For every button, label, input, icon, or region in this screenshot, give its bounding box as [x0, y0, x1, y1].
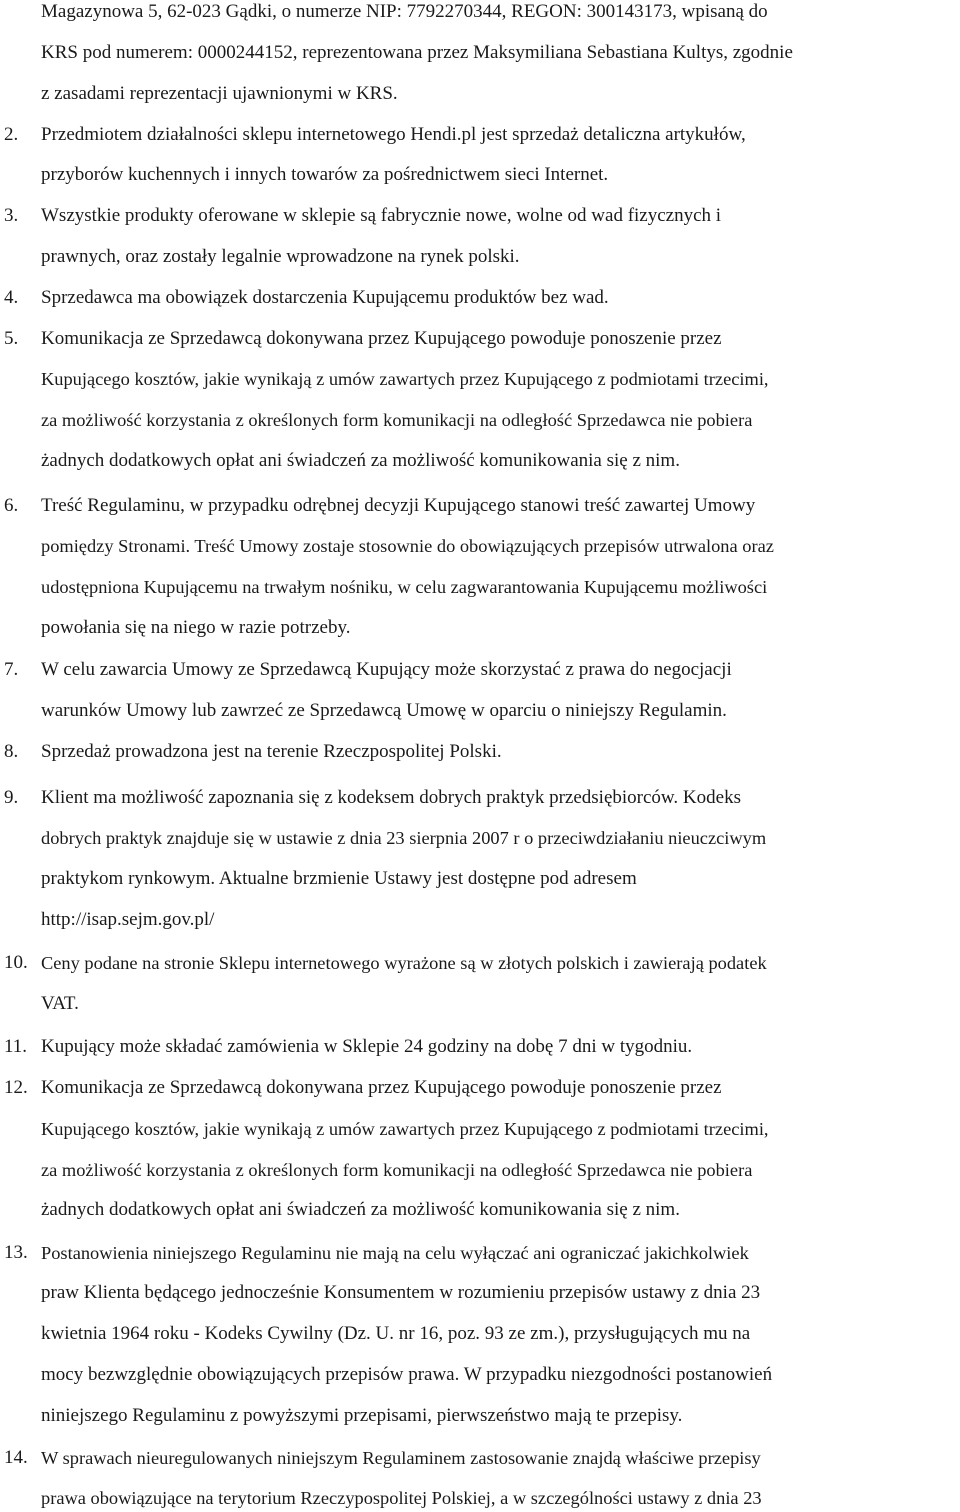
text-line: prawnych, oraz zostały legalnie wprowadzone na rynek polski. — [41, 245, 520, 267]
text-line: prawa obowiązujące na terytorium Rzeczypospolitej Polskiej, a w szczególności ustawy z dnia 23 — [41, 1488, 762, 1509]
text-line: pomiędzy Stronami. Treść Umowy zostaje stosownie do obowiązujących przepisów utrwalona oraz — [41, 536, 774, 557]
list-item-number: 3. — [4, 205, 19, 227]
list-item-number: 14. — [4, 1446, 28, 1468]
list-item-number: 5. — [4, 327, 19, 349]
list-item-number: 9. — [4, 786, 19, 808]
list-item-number: 13. — [4, 1241, 28, 1263]
text-line: Komunikacja ze Sprzedawcą dokonywana przez Kupującego powoduje ponoszenie przez — [41, 327, 722, 349]
text-line: Przedmiotem działalności sklepu internetowego Hendi.pl jest sprzedaż detaliczna artykułów, — [41, 123, 746, 145]
text-line: niniejszego Regulaminu z powyższymi przepisami, pierwszeństwo mają te przepisy. — [41, 1404, 683, 1426]
text-line: żadnych dodatkowych opłat ani świadczeń za możliwość komunikowania się z nim. — [41, 449, 680, 471]
text-line: Wszystkie produkty oferowane w sklepie są fabrycznie nowe, wolne od wad fizycznych i — [41, 205, 722, 227]
text-line: Treść Regulaminu, w przypadku odrębnej decyzji Kupującego stanowi treść zawartej Umowy — [41, 494, 756, 516]
text-line: Sprzedaż prowadzona jest na terenie Rzeczpospolitej Polski. — [41, 740, 502, 762]
text-line: praktykom rynkowym. Aktualne brzmienie Ustawy jest dostępne pod adresem — [41, 868, 637, 890]
list-item-number: 2. — [4, 123, 19, 145]
list-item-number: 4. — [4, 286, 19, 308]
text-line: warunków Umowy lub zawrzeć ze Sprzedawcą Umowę w oparciu o niniejszy Regulamin. — [41, 699, 727, 721]
text-line: praw Klienta będącego jednocześnie Konsumentem w rozumieniu przepisów ustawy z dnia 23 — [41, 1282, 761, 1304]
text-line: Kupującego kosztów, jakie wynikają z umów zawartych przez Kupującego z podmiotami trzecimi, — [41, 1118, 769, 1139]
list-item-number: 12. — [4, 1077, 28, 1098]
text-line: z zasadami reprezentacji ujawnionymi w KRS. — [41, 82, 398, 104]
list-item-number: 6. — [4, 494, 19, 516]
text-line: Klient ma możliwość zapoznania się z kodeksem dobrych praktyk przedsiębiorców. Kodeks — [41, 786, 741, 808]
text-line: powołania się na niego w razie potrzeby. — [41, 616, 351, 638]
text-line: kwietnia 1964 roku - Kodeks Cywilny (Dz. U. nr 16, poz. 93 ze zm.), przysługujących mu na — [41, 1323, 751, 1345]
text-line: VAT. — [41, 992, 79, 1014]
text-line: W celu zawarcia Umowy ze Sprzedawcą Kupujący może skorzystać z prawa do negocjacji — [41, 659, 732, 680]
text-line: za możliwość korzystania z określonych form komunikacji na odległość Sprzedawca nie pobiera — [41, 410, 753, 431]
text-line: KRS pod numerem: 0000244152, reprezentowana przez Maksymiliana Sebastiana Kultys, zgodnie — [41, 41, 793, 63]
text-line: udostępniona Kupującemu na trwałym nośniku, w celu zagwarantowania Kupującemu możliwości — [41, 577, 768, 598]
text-line: dobrych praktyk znajduje się w ustawie z dnia 23 sierpnia 2007 r o przeciwdziałaniu nieuczciwym — [41, 828, 767, 849]
text-line: za możliwość korzystania z określonych form komunikacji na odległość Sprzedawca nie pobiera — [41, 1159, 753, 1180]
text-line: mocy bezwzględnie obowiązujących przepisów prawa. W przypadku niezgodności postanowień — [41, 1363, 773, 1385]
text-line: Kupujący może składać zamówienia w Sklepie 24 godziny na dobę 7 dni w tygodniu. — [41, 1035, 693, 1057]
list-item-number: 11. — [4, 1035, 28, 1057]
list-item-number: 10. — [4, 952, 28, 973]
text-line: Magazynowa 5, 62-023 Gądki, o numerze NIP: 7792270344, REGON: 300143173, wpisaną do — [41, 1, 768, 22]
list-item-number: 7. — [4, 659, 19, 680]
text-line: Kupującego kosztów, jakie wynikają z umów zawartych przez Kupującego z podmiotami trzecimi, — [41, 369, 769, 390]
text-line: Ceny podane na stronie Sklepu internetowego wyrażone są w złotych polskich i zawierają podatek — [41, 953, 767, 973]
text-line: Komunikacja ze Sprzedawcą dokonywana przez Kupującego powoduje ponoszenie przez — [41, 1077, 722, 1098]
text-line: żadnych dodatkowych opłat ani świadczeń za możliwość komunikowania się z nim. — [41, 1199, 680, 1221]
text-line: Sprzedawca ma obowiązek dostarczenia Kupującemu produktów bez wad. — [41, 286, 609, 308]
text-line: http://isap.sejm.gov.pl/ — [41, 908, 215, 930]
text-line: W sprawach nieuregulowanych niniejszym Regulaminem zastosowanie znajdą właściwe przepisy — [41, 1447, 761, 1468]
text-line: Postanowienia niniejszego Regulaminu nie mają na celu wyłączać ani ograniczać jakichkolwiek — [41, 1242, 749, 1263]
text-line: przyborów kuchennych i innych towarów za pośrednictwem sieci Internet. — [41, 164, 609, 186]
list-item-number: 8. — [4, 740, 19, 762]
